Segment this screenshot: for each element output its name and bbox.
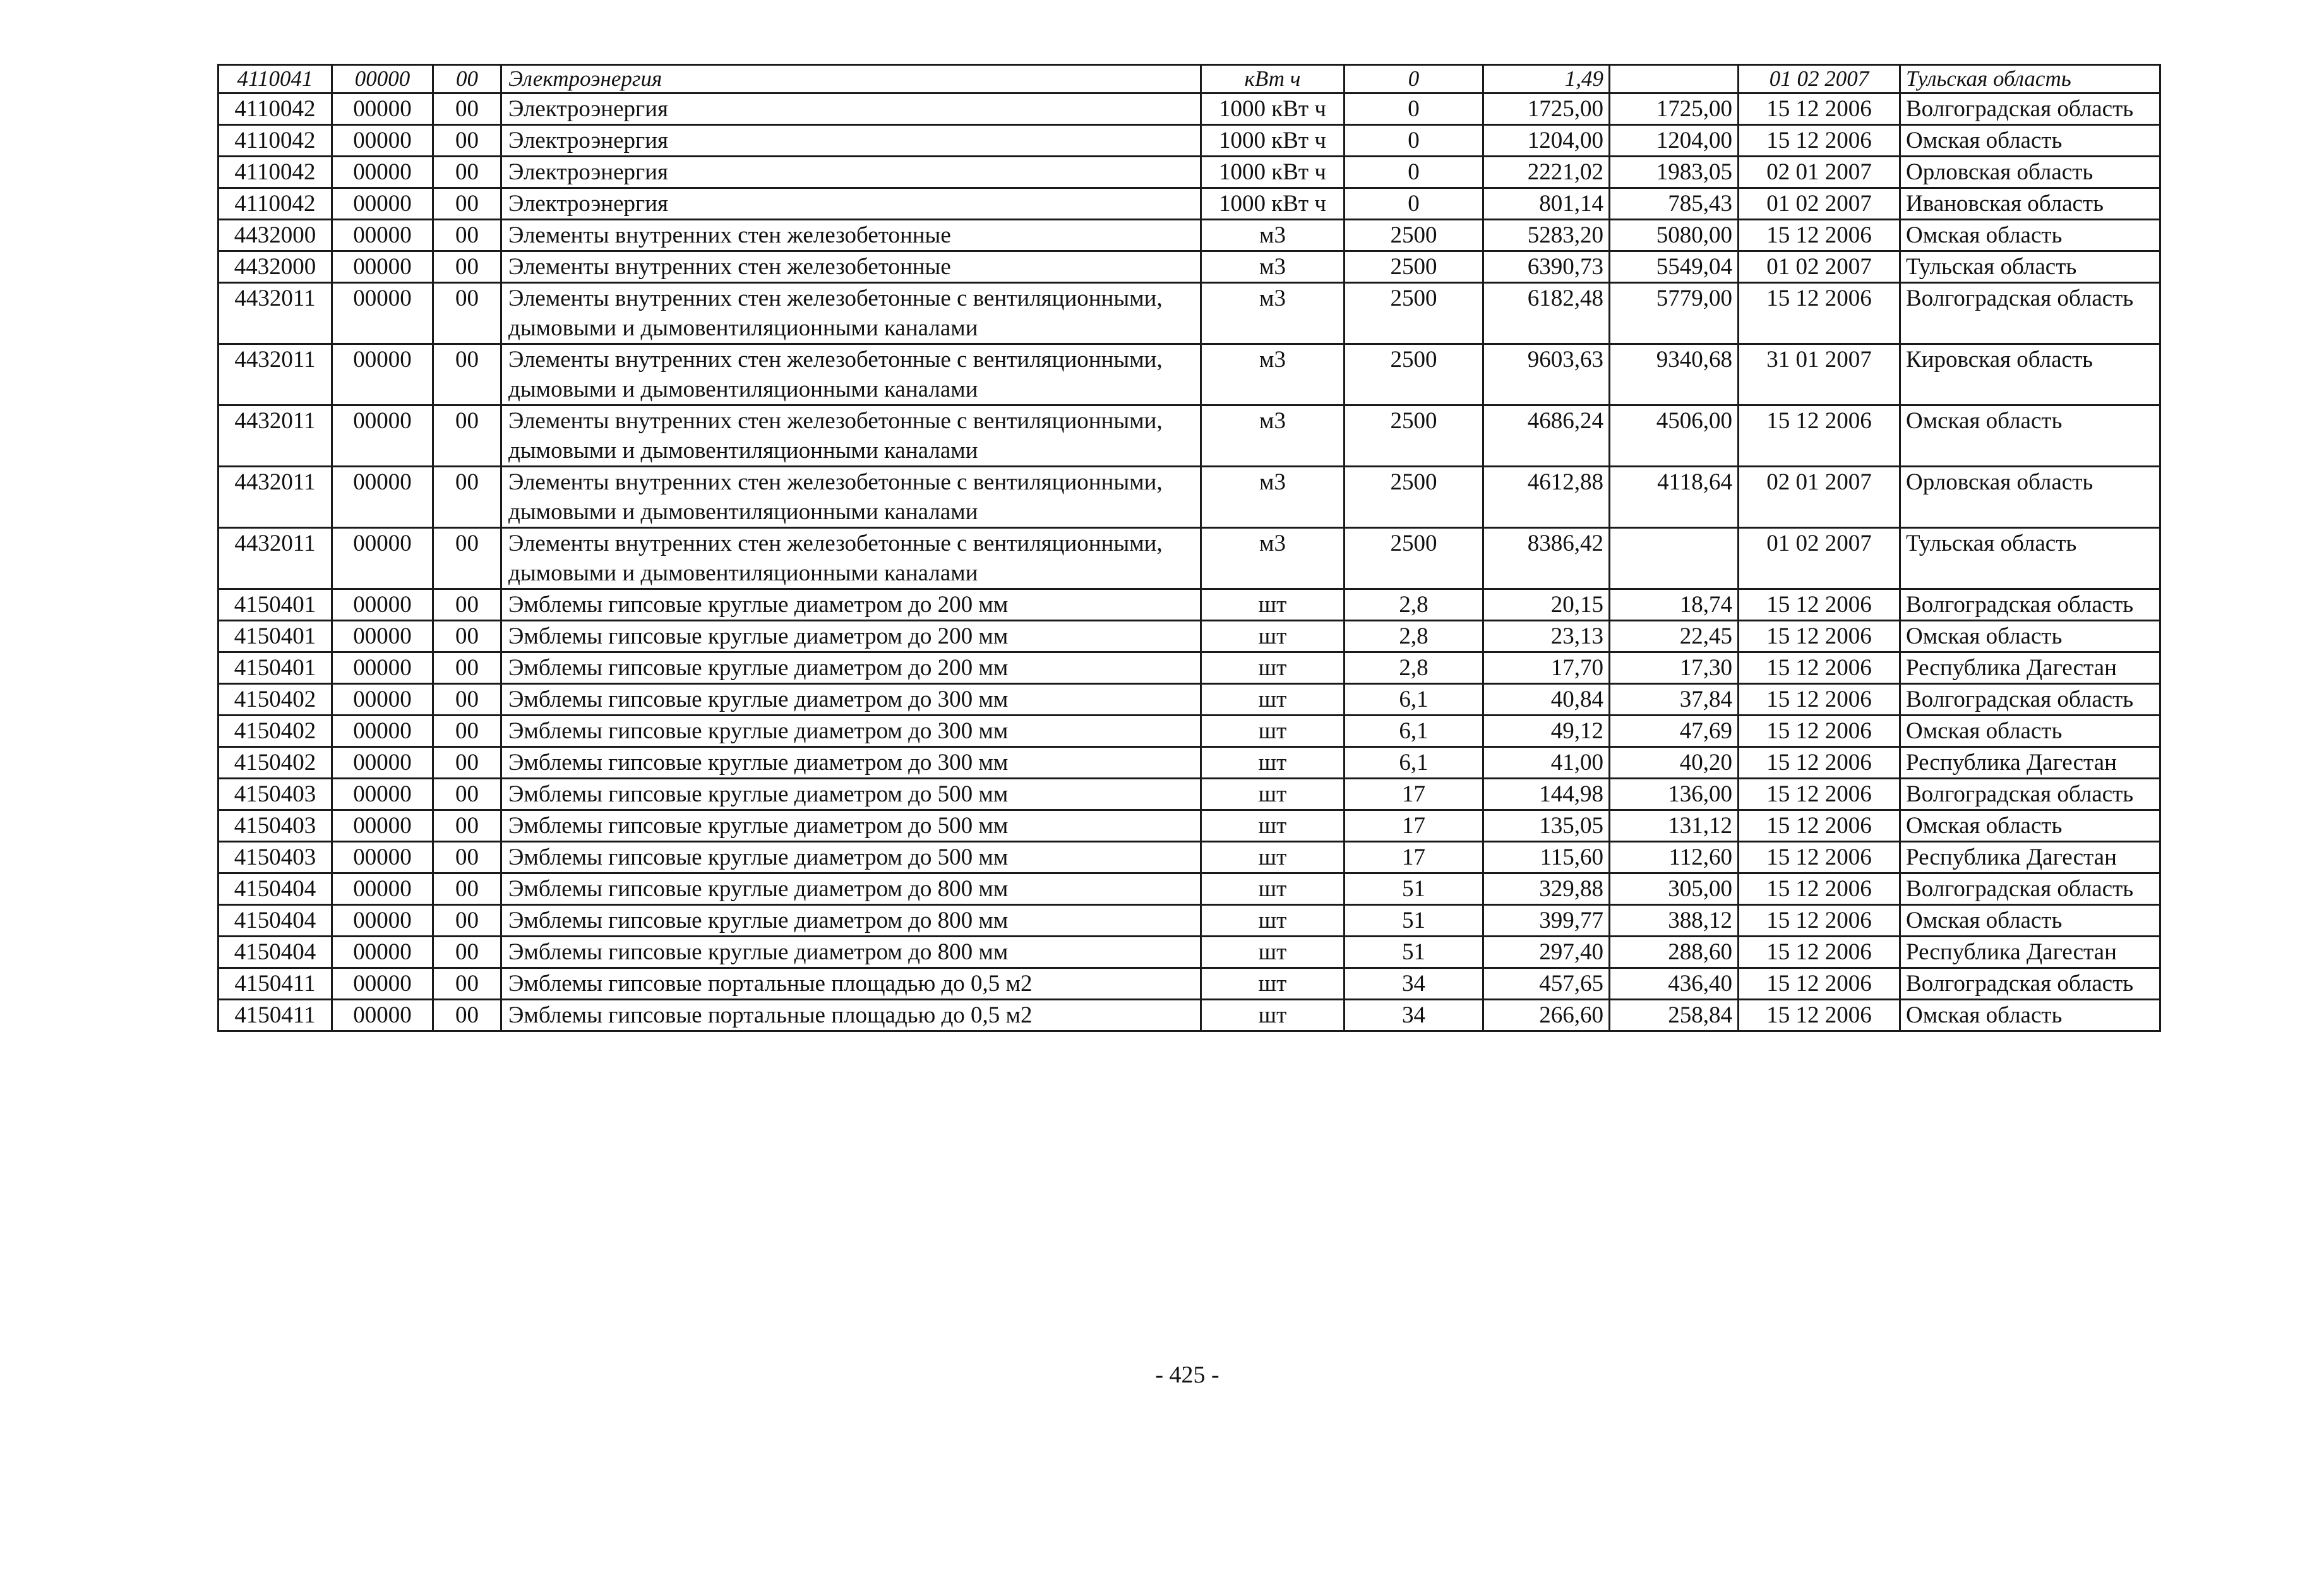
region-cell: Республика Дагестан [1900, 747, 2160, 779]
rate-value-cell: 2500 [1345, 251, 1483, 283]
suffix-code-cell: 00 [433, 157, 501, 188]
item-code-cell: 4110042 [219, 157, 332, 188]
suffix-code-cell: 00 [433, 842, 501, 873]
item-code-cell: 4150403 [219, 810, 332, 842]
date-cell: 15 12 2006 [1739, 905, 1900, 937]
suffix-code-cell: 00 [433, 188, 501, 220]
item-code-cell: 4110041 [219, 65, 332, 93]
date-cell: 15 12 2006 [1739, 93, 1900, 125]
subcode-cell: 00000 [332, 125, 433, 157]
date-cell: 02 01 2007 [1739, 467, 1900, 528]
table-row [219, 873, 2160, 905]
region-cell: Омская область [1900, 716, 2160, 747]
price-value-2-cell: 112,60 [1610, 842, 1739, 873]
price-value-cell: 399,77 [1483, 905, 1610, 937]
item-name-cell: Эмблемы гипсовые портальные площадью до 0,5 м2 [501, 968, 1201, 1000]
subcode-cell: 00000 [332, 842, 433, 873]
price-value-cell: 6390,73 [1483, 251, 1610, 283]
suffix-code-cell: 00 [433, 405, 501, 467]
price-value-2-cell: 47,69 [1610, 716, 1739, 747]
unit-cell: 1000 кВт ч [1201, 188, 1345, 220]
region-cell: Волгоградская область [1900, 93, 2160, 125]
item-name-cell: Элементы внутренних стен железобетонные с вентиляционными, дымовыми и дымовентиляционными каналами [501, 405, 1201, 467]
subcode-cell: 00000 [332, 589, 433, 621]
price-value-2-cell: 5779,00 [1610, 283, 1739, 344]
table-row [219, 779, 2160, 810]
suffix-code-cell: 00 [433, 779, 501, 810]
price-value-cell: 266,60 [1483, 1000, 1610, 1031]
price-value-cell: 5283,20 [1483, 220, 1610, 251]
item-name-cell: Эмблемы гипсовые круглые диаметром до 500 мм [501, 842, 1201, 873]
table-row [219, 684, 2160, 716]
table-row [219, 220, 2160, 251]
subcode-cell: 00000 [332, 747, 433, 779]
suffix-code-cell: 00 [433, 1000, 501, 1031]
unit-cell: м3 [1201, 344, 1345, 405]
item-code-cell: 4150404 [219, 937, 332, 968]
price-value-cell: 20,15 [1483, 589, 1610, 621]
unit-cell: шт [1201, 937, 1345, 968]
subcode-cell: 00000 [332, 528, 433, 589]
date-cell: 15 12 2006 [1739, 968, 1900, 1000]
item-code-cell: 4150402 [219, 716, 332, 747]
subcode-cell: 00000 [332, 467, 433, 528]
item-code-cell: 4432011 [219, 405, 332, 467]
item-code-cell: 4150403 [219, 779, 332, 810]
item-name-cell: Эмблемы гипсовые круглые диаметром до 300 мм [501, 684, 1201, 716]
subcode-cell: 00000 [332, 283, 433, 344]
subcode-cell: 00000 [332, 937, 433, 968]
date-cell: 01 02 2007 [1739, 251, 1900, 283]
rate-value-cell: 2500 [1345, 283, 1483, 344]
item-name-cell: Эмблемы гипсовые круглые диаметром до 200 мм [501, 621, 1201, 652]
rate-value-cell: 0 [1345, 125, 1483, 157]
rate-value-cell: 34 [1345, 968, 1483, 1000]
item-name-cell: Элементы внутренних стен железобетонные с вентиляционными, дымовыми и дымовентиляционными каналами [501, 467, 1201, 528]
item-code-cell: 4150402 [219, 684, 332, 716]
region-cell: Ивановская область [1900, 188, 2160, 220]
table-row [219, 528, 2160, 589]
date-cell: 15 12 2006 [1739, 716, 1900, 747]
subcode-cell: 00000 [332, 779, 433, 810]
table-row [219, 716, 2160, 747]
unit-cell: 1000 кВт ч [1201, 93, 1345, 125]
unit-cell: м3 [1201, 467, 1345, 528]
price-value-2-cell: 785,43 [1610, 188, 1739, 220]
region-cell: Тульская область [1900, 251, 2160, 283]
table-row [219, 937, 2160, 968]
table-row [219, 344, 2160, 405]
table-row [219, 251, 2160, 283]
region-cell: Омская область [1900, 1000, 2160, 1031]
item-name-cell: Электроэнергия [501, 93, 1201, 125]
page-number: - 425 - [1155, 1362, 1219, 1388]
price-value-cell: 6182,48 [1483, 283, 1610, 344]
region-cell: Омская область [1900, 810, 2160, 842]
price-value-2-cell [1610, 528, 1739, 589]
price-value-cell: 17,70 [1483, 652, 1610, 684]
region-cell: Волгоградская область [1900, 684, 2160, 716]
price-value-cell: 40,84 [1483, 684, 1610, 716]
date-cell: 15 12 2006 [1739, 405, 1900, 467]
item-code-cell: 4150411 [219, 968, 332, 1000]
subcode-cell: 00000 [332, 251, 433, 283]
table-row [219, 188, 2160, 220]
date-cell: 15 12 2006 [1739, 220, 1900, 251]
price-value-2-cell: 5549,04 [1610, 251, 1739, 283]
date-cell: 15 12 2006 [1739, 1000, 1900, 1031]
price-value-cell: 115,60 [1483, 842, 1610, 873]
rate-value-cell: 51 [1345, 873, 1483, 905]
price-value-cell: 135,05 [1483, 810, 1610, 842]
table-row [219, 283, 2160, 344]
price-value-2-cell: 17,30 [1610, 652, 1739, 684]
price-value-2-cell: 40,20 [1610, 747, 1739, 779]
price-value-2-cell: 305,00 [1610, 873, 1739, 905]
subcode-cell: 00000 [332, 344, 433, 405]
rate-value-cell: 2500 [1345, 467, 1483, 528]
price-table-container [217, 64, 2159, 1032]
rate-value-cell: 51 [1345, 937, 1483, 968]
table-row [219, 93, 2160, 125]
unit-cell: шт [1201, 684, 1345, 716]
region-cell: Тульская область [1900, 528, 2160, 589]
item-code-cell: 4432011 [219, 344, 332, 405]
subcode-cell: 00000 [332, 188, 433, 220]
table-row [219, 125, 2160, 157]
item-name-cell: Электроэнергия [501, 125, 1201, 157]
table-row [219, 65, 2160, 93]
date-cell: 15 12 2006 [1739, 621, 1900, 652]
price-value-2-cell: 9340,68 [1610, 344, 1739, 405]
unit-cell: шт [1201, 968, 1345, 1000]
price-value-cell: 457,65 [1483, 968, 1610, 1000]
price-value-cell: 8386,42 [1483, 528, 1610, 589]
suffix-code-cell: 00 [433, 467, 501, 528]
subcode-cell: 00000 [332, 220, 433, 251]
item-name-cell: Эмблемы гипсовые круглые диаметром до 300 мм [501, 747, 1201, 779]
suffix-code-cell: 00 [433, 283, 501, 344]
unit-cell: шт [1201, 747, 1345, 779]
price-value-cell: 801,14 [1483, 188, 1610, 220]
price-value-cell: 329,88 [1483, 873, 1610, 905]
suffix-code-cell: 00 [433, 716, 501, 747]
suffix-code-cell: 00 [433, 220, 501, 251]
region-cell: Волгоградская область [1900, 283, 2160, 344]
item-code-cell: 4432011 [219, 528, 332, 589]
item-code-cell: 4150401 [219, 652, 332, 684]
date-cell: 01 02 2007 [1739, 528, 1900, 589]
item-name-cell: Электроэнергия [501, 157, 1201, 188]
item-code-cell: 4432011 [219, 283, 332, 344]
item-name-cell: Элементы внутренних стен железобетонные [501, 251, 1201, 283]
price-value-2-cell: 1204,00 [1610, 125, 1739, 157]
price-value-cell: 2221,02 [1483, 157, 1610, 188]
rate-value-cell: 51 [1345, 905, 1483, 937]
suffix-code-cell: 00 [433, 65, 501, 93]
price-value-2-cell: 131,12 [1610, 810, 1739, 842]
unit-cell: м3 [1201, 220, 1345, 251]
region-cell: Омская область [1900, 405, 2160, 467]
price-value-cell: 1,49 [1483, 65, 1610, 93]
item-code-cell: 4110042 [219, 188, 332, 220]
region-cell: Омская область [1900, 220, 2160, 251]
unit-cell: шт [1201, 589, 1345, 621]
subcode-cell: 00000 [332, 684, 433, 716]
region-cell: Омская область [1900, 125, 2160, 157]
subcode-cell: 00000 [332, 716, 433, 747]
rate-value-cell: 2,8 [1345, 621, 1483, 652]
table-row [219, 905, 2160, 937]
item-name-cell: Элементы внутренних стен железобетонные с вентиляционными, дымовыми и дымовентиляционными каналами [501, 283, 1201, 344]
price-value-2-cell: 1983,05 [1610, 157, 1739, 188]
date-cell: 15 12 2006 [1739, 589, 1900, 621]
item-code-cell: 4110042 [219, 93, 332, 125]
item-code-cell: 4432000 [219, 220, 332, 251]
rate-value-cell: 6,1 [1345, 684, 1483, 716]
unit-cell: шт [1201, 810, 1345, 842]
rate-value-cell: 17 [1345, 779, 1483, 810]
suffix-code-cell: 00 [433, 873, 501, 905]
item-code-cell: 4150402 [219, 747, 332, 779]
table-row [219, 747, 2160, 779]
unit-cell: м3 [1201, 283, 1345, 344]
price-value-cell: 41,00 [1483, 747, 1610, 779]
region-cell: Республика Дагестан [1900, 652, 2160, 684]
item-code-cell: 4110042 [219, 125, 332, 157]
region-cell: Волгоградская область [1900, 589, 2160, 621]
region-cell: Волгоградская область [1900, 968, 2160, 1000]
price-value-cell: 1204,00 [1483, 125, 1610, 157]
suffix-code-cell: 00 [433, 251, 501, 283]
price-value-2-cell: 22,45 [1610, 621, 1739, 652]
unit-cell: шт [1201, 905, 1345, 937]
table-row [219, 842, 2160, 873]
date-cell: 15 12 2006 [1739, 873, 1900, 905]
suffix-code-cell: 00 [433, 344, 501, 405]
suffix-code-cell: 00 [433, 621, 501, 652]
table-row [219, 467, 2160, 528]
unit-cell: шт [1201, 1000, 1345, 1031]
suffix-code-cell: 00 [433, 528, 501, 589]
item-code-cell: 4432011 [219, 467, 332, 528]
item-code-cell: 4150404 [219, 905, 332, 937]
price-value-2-cell: 1725,00 [1610, 93, 1739, 125]
rate-value-cell: 0 [1345, 157, 1483, 188]
rate-value-cell: 17 [1345, 810, 1483, 842]
subcode-cell: 00000 [332, 405, 433, 467]
date-cell: 15 12 2006 [1739, 937, 1900, 968]
unit-cell: м3 [1201, 251, 1345, 283]
subcode-cell: 00000 [332, 621, 433, 652]
price-value-2-cell: 436,40 [1610, 968, 1739, 1000]
item-name-cell: Электроэнергия [501, 65, 1201, 93]
price-value-2-cell [1610, 65, 1739, 93]
unit-cell: шт [1201, 652, 1345, 684]
price-value-2-cell: 136,00 [1610, 779, 1739, 810]
price-value-cell: 49,12 [1483, 716, 1610, 747]
suffix-code-cell: 00 [433, 125, 501, 157]
item-name-cell: Элементы внутренних стен железобетонные с вентиляционными, дымовыми и дымовентиляционными каналами [501, 528, 1201, 589]
table-row [219, 589, 2160, 621]
unit-cell: шт [1201, 621, 1345, 652]
unit-cell: м3 [1201, 405, 1345, 467]
price-value-cell: 4612,88 [1483, 467, 1610, 528]
rate-value-cell: 2500 [1345, 528, 1483, 589]
subcode-cell: 00000 [332, 873, 433, 905]
region-cell: Кировская область [1900, 344, 2160, 405]
subcode-cell: 00000 [332, 652, 433, 684]
subcode-cell: 00000 [332, 968, 433, 1000]
price-value-2-cell: 5080,00 [1610, 220, 1739, 251]
rate-value-cell: 6,1 [1345, 716, 1483, 747]
date-cell: 01 02 2007 [1739, 65, 1900, 93]
table-body [219, 65, 2160, 1031]
rate-value-cell: 2,8 [1345, 652, 1483, 684]
date-cell: 15 12 2006 [1739, 779, 1900, 810]
subcode-cell: 00000 [332, 905, 433, 937]
item-name-cell: Эмблемы гипсовые круглые диаметром до 800 мм [501, 937, 1201, 968]
table-row [219, 405, 2160, 467]
subcode-cell: 00000 [332, 93, 433, 125]
item-name-cell: Эмблемы гипсовые круглые диаметром до 300 мм [501, 716, 1201, 747]
price-value-2-cell: 37,84 [1610, 684, 1739, 716]
rate-value-cell: 34 [1345, 1000, 1483, 1031]
unit-cell: кВт ч [1201, 65, 1345, 93]
price-value-cell: 297,40 [1483, 937, 1610, 968]
item-code-cell: 4150401 [219, 621, 332, 652]
price-value-cell: 4686,24 [1483, 405, 1610, 467]
item-name-cell: Эмблемы гипсовые круглые диаметром до 800 мм [501, 873, 1201, 905]
date-cell: 15 12 2006 [1739, 283, 1900, 344]
price-table [217, 64, 2161, 1032]
rate-value-cell: 2500 [1345, 405, 1483, 467]
subcode-cell: 00000 [332, 65, 433, 93]
suffix-code-cell: 00 [433, 810, 501, 842]
subcode-cell: 00000 [332, 157, 433, 188]
region-cell: Волгоградская область [1900, 873, 2160, 905]
suffix-code-cell: 00 [433, 93, 501, 125]
date-cell: 15 12 2006 [1739, 747, 1900, 779]
item-name-cell: Эмблемы гипсовые круглые диаметром до 800 мм [501, 905, 1201, 937]
unit-cell: шт [1201, 842, 1345, 873]
price-value-2-cell: 4506,00 [1610, 405, 1739, 467]
item-name-cell: Эмблемы гипсовые круглые диаметром до 200 мм [501, 652, 1201, 684]
rate-value-cell: 0 [1345, 65, 1483, 93]
date-cell: 01 02 2007 [1739, 188, 1900, 220]
region-cell: Республика Дагестан [1900, 937, 2160, 968]
rate-value-cell: 2500 [1345, 344, 1483, 405]
unit-cell: 1000 кВт ч [1201, 157, 1345, 188]
item-code-cell: 4150411 [219, 1000, 332, 1031]
suffix-code-cell: 00 [433, 589, 501, 621]
item-code-cell: 4150403 [219, 842, 332, 873]
table-row [219, 810, 2160, 842]
price-value-cell: 9603,63 [1483, 344, 1610, 405]
date-cell: 15 12 2006 [1739, 652, 1900, 684]
table-row [219, 968, 2160, 1000]
table-row [219, 621, 2160, 652]
rate-value-cell: 2,8 [1345, 589, 1483, 621]
rate-value-cell: 0 [1345, 93, 1483, 125]
region-cell: Орловская область [1900, 157, 2160, 188]
region-cell: Республика Дагестан [1900, 842, 2160, 873]
region-cell: Волгоградская область [1900, 779, 2160, 810]
price-value-2-cell: 4118,64 [1610, 467, 1739, 528]
unit-cell: м3 [1201, 528, 1345, 589]
unit-cell: 1000 кВт ч [1201, 125, 1345, 157]
subcode-cell: 00000 [332, 1000, 433, 1031]
table-row [219, 157, 2160, 188]
date-cell: 02 01 2007 [1739, 157, 1900, 188]
item-name-cell: Эмблемы гипсовые круглые диаметром до 500 мм [501, 810, 1201, 842]
item-name-cell: Элементы внутренних стен железобетонные [501, 220, 1201, 251]
item-name-cell: Эмблемы гипсовые круглые диаметром до 500 мм [501, 779, 1201, 810]
rate-value-cell: 2500 [1345, 220, 1483, 251]
price-value-cell: 23,13 [1483, 621, 1610, 652]
unit-cell: шт [1201, 716, 1345, 747]
item-code-cell: 4150404 [219, 873, 332, 905]
suffix-code-cell: 00 [433, 937, 501, 968]
suffix-code-cell: 00 [433, 652, 501, 684]
item-code-cell: 4432000 [219, 251, 332, 283]
rate-value-cell: 0 [1345, 188, 1483, 220]
item-name-cell: Эмблемы гипсовые портальные площадью до 0,5 м2 [501, 1000, 1201, 1031]
price-value-cell: 1725,00 [1483, 93, 1610, 125]
item-name-cell: Электроэнергия [501, 188, 1201, 220]
rate-value-cell: 6,1 [1345, 747, 1483, 779]
suffix-code-cell: 00 [433, 905, 501, 937]
table-row [219, 1000, 2160, 1031]
date-cell: 15 12 2006 [1739, 125, 1900, 157]
date-cell: 15 12 2006 [1739, 684, 1900, 716]
table-row [219, 652, 2160, 684]
subcode-cell: 00000 [332, 810, 433, 842]
date-cell: 31 01 2007 [1739, 344, 1900, 405]
suffix-code-cell: 00 [433, 747, 501, 779]
suffix-code-cell: 00 [433, 968, 501, 1000]
item-name-cell: Эмблемы гипсовые круглые диаметром до 200 мм [501, 589, 1201, 621]
suffix-code-cell: 00 [433, 684, 501, 716]
region-cell: Орловская область [1900, 467, 2160, 528]
price-value-2-cell: 18,74 [1610, 589, 1739, 621]
price-value-2-cell: 258,84 [1610, 1000, 1739, 1031]
date-cell: 15 12 2006 [1739, 842, 1900, 873]
unit-cell: шт [1201, 779, 1345, 810]
region-cell: Тульская область [1900, 65, 2160, 93]
rate-value-cell: 17 [1345, 842, 1483, 873]
item-name-cell: Элементы внутренних стен железобетонные с вентиляционными, дымовыми и дымовентиляционными каналами [501, 344, 1201, 405]
date-cell: 15 12 2006 [1739, 810, 1900, 842]
price-value-2-cell: 288,60 [1610, 937, 1739, 968]
region-cell: Омская область [1900, 621, 2160, 652]
price-value-cell: 144,98 [1483, 779, 1610, 810]
item-code-cell: 4150401 [219, 589, 332, 621]
unit-cell: шт [1201, 873, 1345, 905]
region-cell: Омская область [1900, 905, 2160, 937]
price-value-2-cell: 388,12 [1610, 905, 1739, 937]
